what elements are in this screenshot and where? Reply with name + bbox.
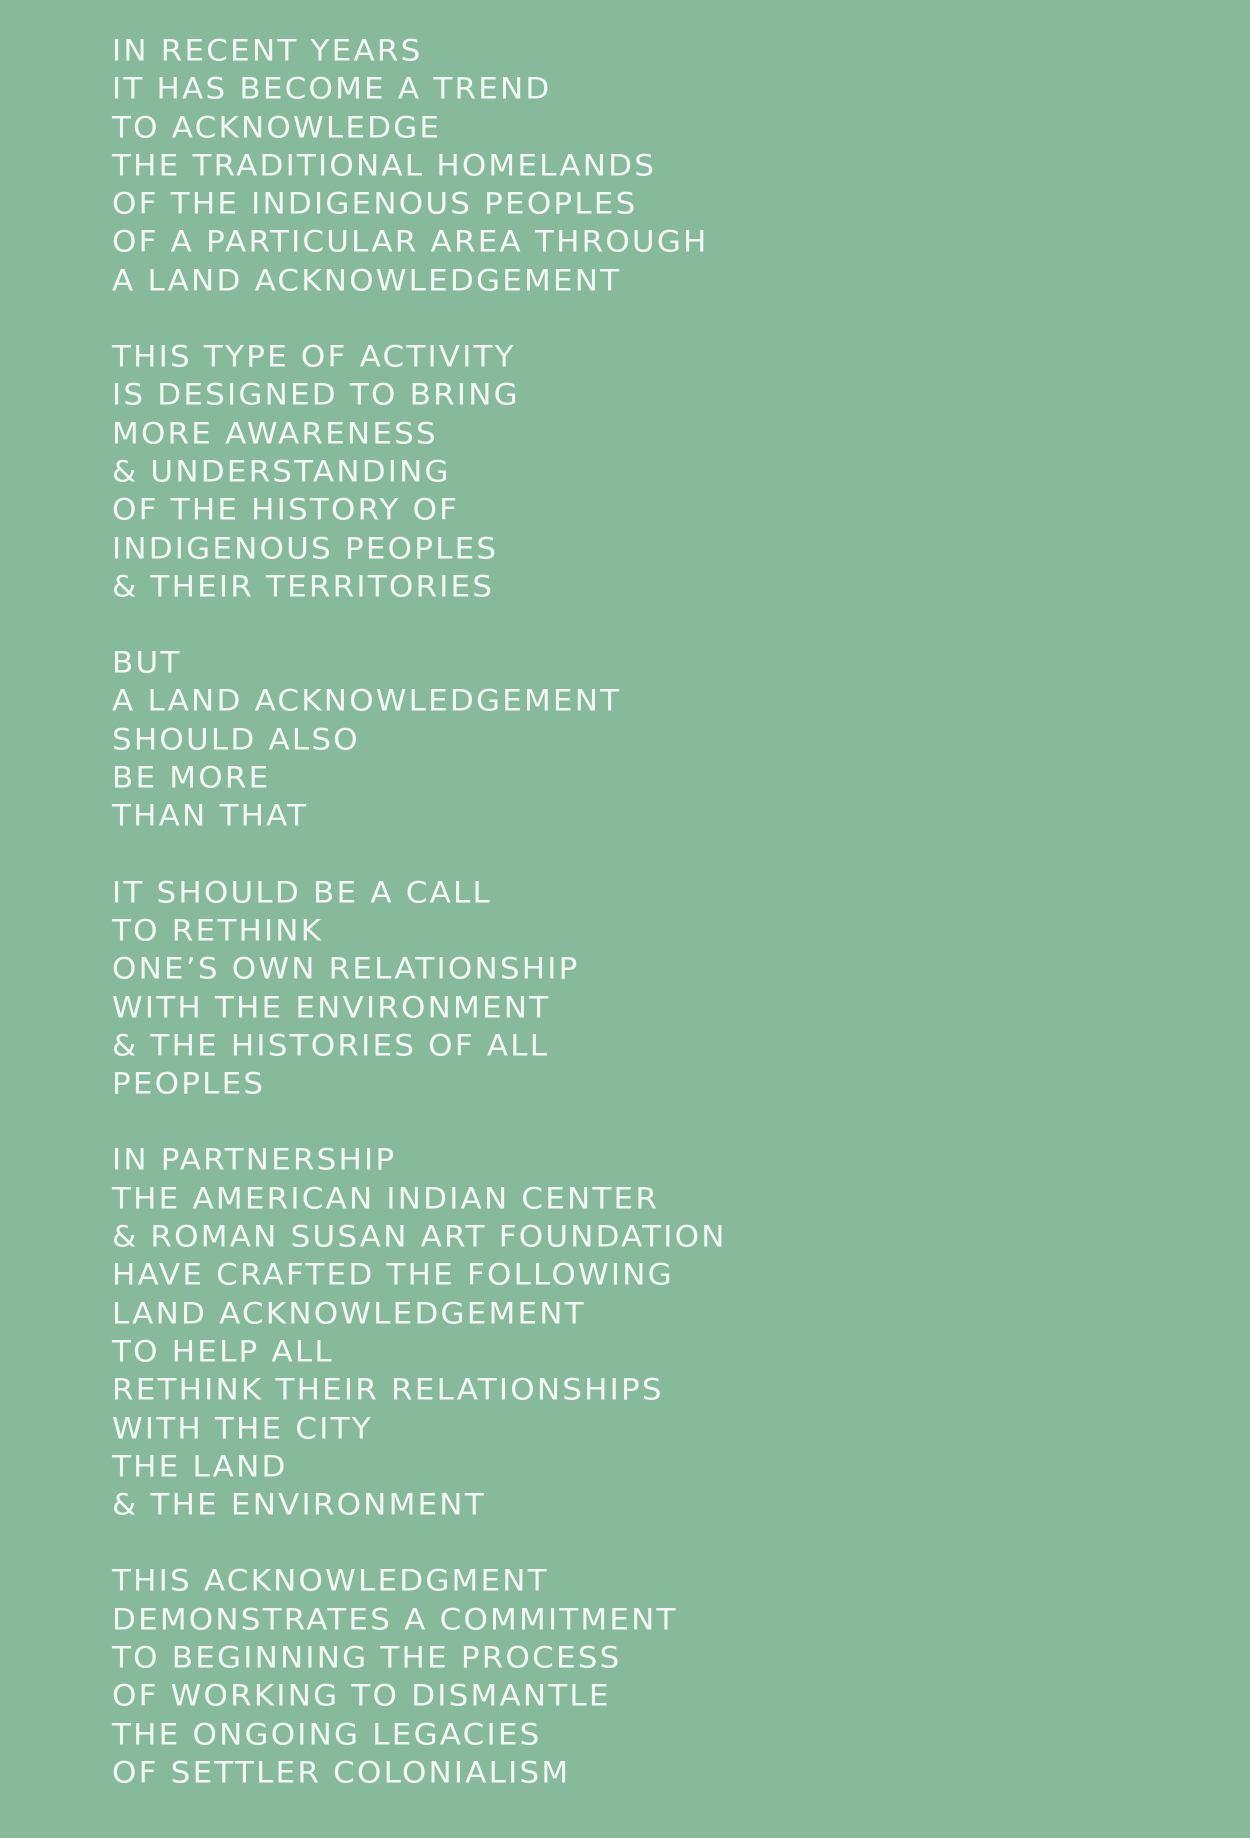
text-line: WITH THE CITY	[112, 1411, 373, 1446]
text-line: & ROMAN SUSAN ART FOUNDATION	[112, 1219, 727, 1255]
text-line: THE TRADITIONAL HOMELANDS	[112, 148, 657, 184]
text-line: MORE AWARENESS	[112, 416, 438, 451]
text-line: IT HAS BECOME A TREND	[112, 72, 552, 107]
text-line: HAVE CRAFTED THE FOLLOWING	[112, 1258, 674, 1293]
text-line: PEOPLES	[112, 1066, 266, 1102]
text-line: OF A PARTICULAR AREA THROUGH	[112, 225, 709, 260]
text-line: IN RECENT YEARS	[112, 33, 423, 69]
text-line: A LAND ACKNOWLEDGEMENT	[112, 263, 622, 299]
text-line: BUT	[112, 645, 182, 681]
text-line: LAND ACKNOWLEDGEMENT	[112, 1296, 586, 1331]
text-line: IT SHOULD BE A CALL	[112, 875, 492, 910]
text-line: THE ONGOING LEGACIES	[112, 1717, 542, 1752]
text-line: IN PARTNERSHIP	[112, 1143, 397, 1178]
text-line: THIS ACKNOWLEDGMENT	[112, 1564, 549, 1599]
stanza-commitment	[112, 1562, 1212, 1792]
text-line: OF THE INDIGENOUS PEOPLES	[112, 186, 638, 222]
text-line: DEMONSTRATES A COMMITMENT	[112, 1602, 678, 1637]
text-line: WITH THE ENVIRONMENT	[112, 990, 551, 1025]
text-line: ONE’S OWN RELATIONSHIP	[112, 951, 580, 987]
stanza-partnership	[112, 1141, 1212, 1524]
text-line: INDIGENOUS PEOPLES	[112, 531, 499, 566]
text-line: THAN THAT	[112, 799, 309, 834]
text-line: TO HELP ALL	[112, 1334, 334, 1370]
land-acknowledgement-text	[112, 32, 1212, 1830]
text-line: & UNDERSTANDING	[112, 454, 451, 490]
stanza-activity-purpose	[112, 338, 1212, 606]
text-line: BE MORE	[112, 760, 271, 796]
text-line: A LAND ACKNOWLEDGEMENT	[112, 684, 622, 719]
text-line: THE AMERICAN INDIAN CENTER	[112, 1181, 660, 1217]
text-line: & THEIR TERRITORIES	[112, 569, 495, 605]
text-line: & THE ENVIRONMENT	[112, 1487, 486, 1523]
stanza-more-than-that	[112, 644, 1212, 835]
text-line: TO RETHINK	[112, 913, 324, 949]
text-line: RETHINK THEIR RELATIONSHIPS	[112, 1372, 664, 1408]
stanza-call-to-rethink	[112, 874, 1212, 1104]
text-line: THE LAND	[112, 1449, 288, 1485]
text-line: OF WORKING TO DISMANTLE	[112, 1679, 611, 1714]
text-line: THIS TYPE OF ACTIVITY	[112, 339, 516, 375]
text-line: IS DESIGNED TO BRING	[112, 378, 520, 413]
text-line: OF THE HISTORY OF	[112, 492, 460, 528]
text-line: SHOULD ALSO	[112, 722, 360, 758]
text-line: TO ACKNOWLEDGE	[112, 110, 442, 145]
stanza-recent-years	[112, 32, 1212, 300]
text-line: & THE HISTORIES OF ALL	[112, 1028, 550, 1064]
text-line: TO BEGINNING THE PROCESS	[112, 1640, 622, 1676]
text-line: OF SETTLER COLONIALISM	[112, 1755, 571, 1791]
